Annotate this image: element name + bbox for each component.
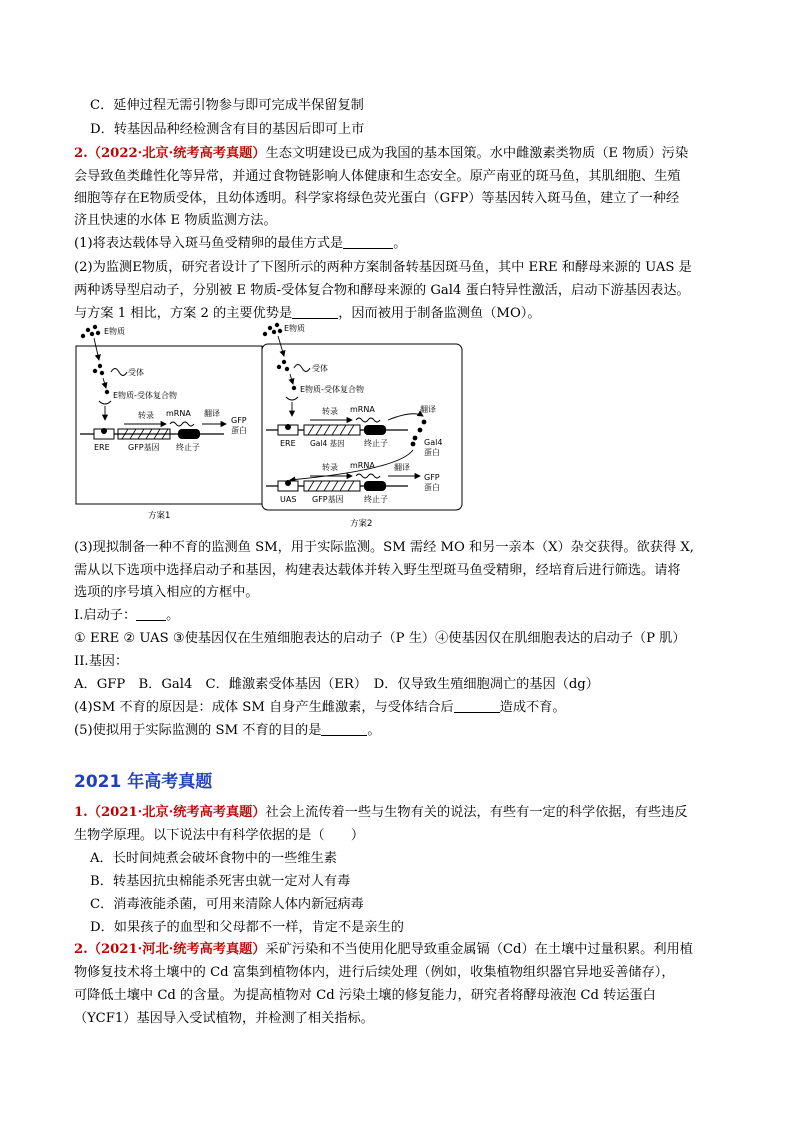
sub-question-3-line: 选项的序号填入相应的方框中。 bbox=[74, 585, 259, 600]
sub-question-3-line: 需从以下选项中选择启动子和基因，构建表达载体并转入野生型斑马鱼受精卵，经培育后进行筛选。请将 bbox=[74, 563, 681, 578]
label: 翻译 bbox=[420, 405, 436, 414]
option-c: C．消毒液能杀菌，可用来清除人体内新冠病毒 bbox=[90, 897, 364, 912]
question-source: （2021·北京·统考高考真题） bbox=[87, 805, 266, 820]
question-number: 2. bbox=[74, 942, 88, 957]
promoter-options: ① ERE ② UAS ③使基因仅在生殖细胞表达的启动子（P 生）④使基因仅在肌细胞表达的启动子（P 肌） bbox=[74, 631, 686, 646]
question-stem: 采矿污染和不当使用化肥导致重金属镉（Cd）在土壤中过量积累。利用植 bbox=[265, 942, 693, 957]
sub-question-2-line: (2)为监测E物质，研究者设计了下图所示的两种方案制备转基因斑马鱼，其中 ERE 和酵母来源的 UAS 是 bbox=[74, 260, 692, 275]
option-d: D．转基因品种经检测含有目的基因后即可上市 bbox=[90, 122, 365, 137]
question-stem: 生态文明建设已成为我国的基本国策。水中雌激素类物质（E 物质）污染 bbox=[265, 146, 689, 161]
label: GFP bbox=[231, 416, 247, 425]
question-number: 2. bbox=[74, 146, 88, 161]
option-b: B．转基因抗虫棉能杀死害虫就一定对人有毒 bbox=[90, 874, 351, 889]
mrna-wave bbox=[356, 418, 380, 422]
question-stem-line: 济且快速的水体 E 物质监测方法。 bbox=[74, 213, 277, 228]
answer-blank[interactable] bbox=[454, 699, 500, 713]
e-substance-dots bbox=[81, 325, 100, 338]
label: 终止子 bbox=[364, 495, 388, 504]
sub-question-4 bbox=[74, 699, 566, 716]
promoter-line bbox=[74, 607, 179, 624]
sub-question-2-line: 两种诱导型启动子，分别被 E 物质-受体复合物和酵母来源的 Gal4 蛋白特异性激活，启动下游基因表达。 bbox=[74, 283, 690, 298]
question-2021-2-first-line bbox=[74, 941, 693, 958]
label: 翻译 bbox=[394, 463, 410, 472]
question-number: 1. bbox=[74, 805, 88, 820]
label: 转录 bbox=[138, 411, 154, 420]
question-stem-line: 细胞等存在E物质受体，且幼体透明。科学家将绿色荧光蛋白（GFP）等基因转入斑马鱼，建立了一种经 bbox=[74, 191, 680, 206]
terminator-box bbox=[364, 481, 386, 491]
label: E物质 bbox=[104, 327, 126, 336]
gfp-gene-box bbox=[304, 481, 360, 491]
gene-label: II.基因： bbox=[74, 654, 129, 669]
label: 受体 bbox=[312, 364, 328, 373]
text: 造成不育。 bbox=[499, 700, 566, 715]
plan-2-caption: 方案2 bbox=[350, 519, 373, 529]
label: mRNA bbox=[350, 461, 375, 470]
label: UAS bbox=[280, 495, 297, 504]
mrna-wave bbox=[170, 422, 194, 426]
label: 转录 bbox=[322, 407, 338, 416]
question-stem: 社会上流传着一些与生物有关的说法，有些有一定的科学依据，有些违反 bbox=[265, 805, 688, 820]
plan-1-caption: 方案1 bbox=[148, 511, 171, 521]
question-2021-1-first-line bbox=[74, 804, 688, 821]
scheme-diagram bbox=[68, 320, 468, 535]
option-d: D．如果孩子的血型和父母都不一样，肯定不是亲生的 bbox=[90, 920, 404, 935]
option-c: C．延伸过程无需引物参与即可完成半保留复制 bbox=[90, 98, 364, 113]
label: 蛋白 bbox=[231, 426, 247, 435]
section-heading-2021: 2021 年高考真题 bbox=[74, 772, 213, 792]
label: ERE bbox=[94, 443, 110, 452]
question-stem-line: 会导致鱼类雌性化等异常，并通过食物链影响人体健康和生态安全。原产南亚的斑马鱼，其肌细胞、生殖 bbox=[74, 169, 681, 184]
label: 蛋白 bbox=[424, 448, 440, 457]
label: 终止子 bbox=[176, 443, 200, 452]
sub-question-1-text: (1)将表达载体导入斑马鱼受精卵的最佳方式是 bbox=[74, 236, 344, 251]
punct: 。 bbox=[393, 236, 407, 251]
receptor-icon bbox=[294, 365, 310, 372]
terminator-box bbox=[178, 429, 200, 439]
label: 转录 bbox=[322, 463, 338, 472]
label: ERE bbox=[280, 439, 296, 448]
punct: 。 bbox=[166, 608, 180, 623]
gal4-gene-box bbox=[304, 425, 360, 435]
terminator-box bbox=[364, 425, 386, 435]
sub-question-1 bbox=[74, 235, 406, 252]
label: Gal4 基因 bbox=[310, 439, 345, 448]
text: I.启动子： bbox=[74, 608, 137, 623]
answer-blank[interactable] bbox=[321, 722, 367, 736]
label: E物质-受体复合物 bbox=[300, 385, 364, 394]
label: GFP bbox=[424, 473, 440, 482]
plan-1-frame bbox=[76, 346, 262, 504]
question-stem-line: 生物学原理。以下说法中有科学依据的是（ ） bbox=[74, 828, 365, 843]
plan-1 bbox=[76, 325, 262, 521]
plan-2 bbox=[262, 323, 462, 529]
question-stem-line: （YCF1）基因导入受试植物，并检测了相关指标。 bbox=[74, 1011, 374, 1026]
label: E物质 bbox=[284, 324, 306, 333]
label: GFP基因 bbox=[312, 495, 344, 504]
receptor-icon bbox=[111, 369, 127, 376]
punct: 。 bbox=[367, 723, 381, 738]
label: mRNA bbox=[350, 405, 375, 414]
mrna-wave bbox=[356, 474, 380, 478]
question-source: （2021·河北·统考高考真题） bbox=[87, 942, 266, 957]
option-a: A．长时间炖煮会破坏食物中的一些维生素 bbox=[90, 851, 337, 866]
label: 受体 bbox=[128, 368, 144, 377]
sub-question-3-line: (3)现拟制备一种不育的监测鱼 SM，用于实际监测。SM 需经 MO 和另一亲本（X）杂交获得。欲获得 X, bbox=[74, 540, 694, 555]
label: E物质-受体复合物 bbox=[113, 391, 177, 400]
label: 翻译 bbox=[204, 409, 220, 418]
answer-blank[interactable] bbox=[136, 607, 166, 621]
answer-blank[interactable] bbox=[292, 305, 338, 319]
question-source: （2022·北京·统考高考真题） bbox=[87, 146, 266, 161]
label: GFP基因 bbox=[128, 443, 160, 452]
label: 蛋白 bbox=[424, 483, 440, 492]
label: mRNA bbox=[166, 409, 191, 418]
answer-blank[interactable] bbox=[343, 235, 393, 249]
question-stem-line: 可降低土壤中 Cd 的含量。为提高植物对 Cd 污染土壤的修复能力，研究者将酵母液泡 Cd 转运蛋白 bbox=[74, 988, 656, 1003]
text: (4)SM 不育的原因是：成体 SM 自身产生雌激素，与受体结合后 bbox=[74, 700, 454, 715]
question-stem-line: 物修复技术将土壤中的 Cd 富集到植物体内，进行后续处理（例如，收集植物组织器官异地妥善储存）， bbox=[74, 965, 675, 980]
sub-question-5 bbox=[74, 722, 381, 739]
text: 与方案 1 相比，方案 2 的主要优势是 bbox=[74, 306, 293, 321]
label: Gal4 bbox=[424, 438, 443, 447]
question-2022-first-line bbox=[74, 145, 688, 162]
label: 终止子 bbox=[364, 439, 388, 448]
text: (5)使拟用于实际监测的 SM 不育的目的是 bbox=[74, 723, 322, 738]
e-substance-dots bbox=[263, 323, 282, 336]
text: ，因而被用于制备监测鱼（MO）。 bbox=[338, 306, 541, 321]
gene-options: A．GFP B．Gal4 C．雌激素受体基因（ER） D．仅导致生殖细胞凋亡的基因（dg） bbox=[74, 677, 599, 692]
